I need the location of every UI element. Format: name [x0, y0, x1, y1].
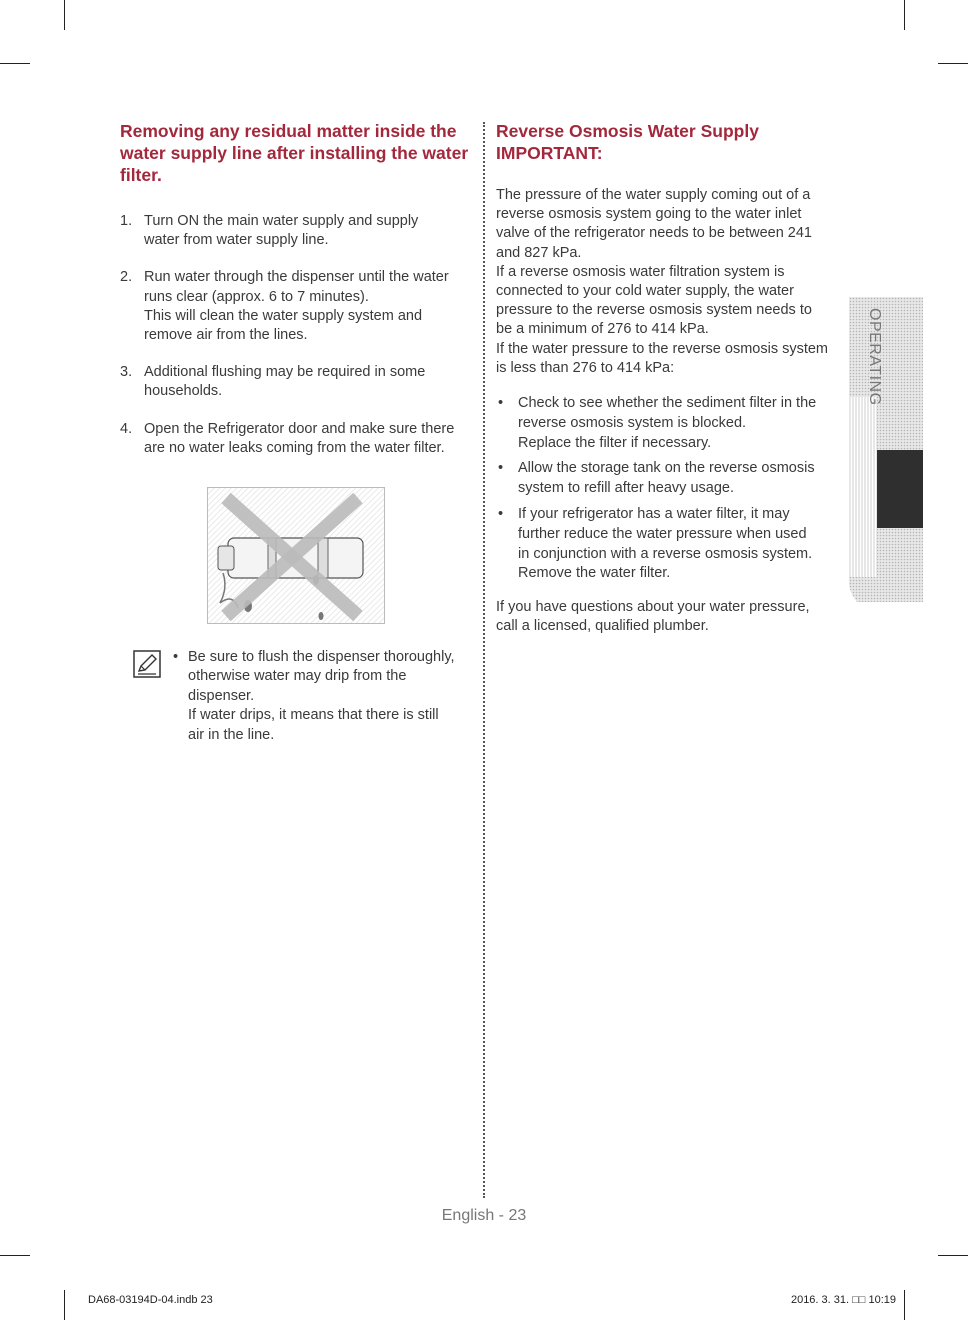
step-item [120, 420, 475, 458]
text-line: otherwise water may drip from the [188, 668, 407, 685]
text-line: If water drips, it means that there is still [188, 707, 439, 724]
filter-drawing [208, 488, 384, 623]
crop-mark [904, 0, 905, 30]
text-line: Additional flushing may be required in some [144, 364, 426, 381]
text-line: Run water through the dispenser until the water [144, 269, 449, 286]
text-line: Check to see whether the sediment filter in the [518, 395, 817, 412]
text-line: This will clean the water supply system and [144, 307, 423, 324]
text-line: runs clear (approx. 6 to 7 minutes). [144, 288, 369, 305]
text-line: Allow the storage tank on the reverse osmosis [518, 460, 815, 477]
text-line: Remove the water filter. [518, 565, 671, 582]
text-line: Open the Refrigerator door and make sure there [144, 420, 455, 437]
text-line: air in the line. [188, 726, 275, 743]
text-line: reverse osmosis system is blocked. [518, 414, 747, 431]
bullet-item [496, 505, 846, 584]
bullet-item [496, 459, 846, 499]
right-section-title [496, 120, 846, 164]
column-divider [483, 122, 485, 1198]
bullet-list [496, 394, 846, 584]
text-line: If the water pressure to the reverse osmosis system [496, 340, 829, 357]
pressure-paragraph [496, 186, 846, 378]
bullet-dot: • [498, 395, 504, 412]
text-line: further reduce the water pressure when used [518, 525, 807, 542]
bullet-dot: • [498, 460, 504, 477]
right-title-line1: Reverse Osmosis Water Supply [496, 121, 759, 141]
crop-mark [64, 1290, 65, 1320]
crop-mark [0, 63, 30, 64]
text-line: be a minimum of 276 to 414 kPa. [496, 321, 709, 338]
bullet-item [496, 394, 846, 453]
side-tab [849, 297, 923, 602]
crop-mark [904, 1290, 905, 1320]
text-line: valve of the refrigerator needs to be between 241 [496, 225, 812, 242]
text-line: pressure to the reverse osmosis system needs to [496, 302, 812, 319]
step-item [120, 212, 475, 250]
bullet-dot: • [498, 506, 504, 523]
text-line: dispenser. [188, 687, 255, 704]
crop-mark [938, 63, 968, 64]
note-lines [188, 648, 478, 745]
left-section-title: Removing any residual matter inside the water supply line after installing the water filter. [120, 121, 469, 185]
crop-mark [64, 0, 65, 30]
note-text [173, 648, 478, 745]
text-line: The pressure of the water supply coming out of a [496, 187, 811, 203]
text-line: Turn ON the main water supply and supply [144, 213, 419, 229]
page-number: English - 23 [441, 1207, 527, 1224]
step-number: 3. [120, 364, 133, 381]
crop-mark [938, 1255, 968, 1256]
file-name: DA68-03194D-04.indb 23 [88, 1294, 213, 1306]
side-tab-label: OPERATING [866, 308, 883, 406]
filter-leak-illustration [207, 487, 385, 624]
text-line: Be sure to flush the dispenser thoroughly, [188, 649, 455, 665]
step-number: 2. [120, 269, 133, 286]
text-line: If you have questions about your water pressure, [496, 599, 810, 616]
step-item [120, 268, 475, 345]
step-number: 1. [120, 213, 133, 229]
text-line: water from water supply line. [144, 232, 329, 249]
note-bullet: • [173, 649, 179, 665]
crop-mark [0, 1255, 30, 1256]
steps-list [120, 212, 475, 458]
text-line: Replace the filter if necessary. [518, 434, 712, 451]
left-column [120, 120, 475, 476]
text-line: are no water leaks coming from the water filter. [144, 439, 445, 456]
text-line: and 827 kPa. [496, 244, 582, 261]
text-line: If a reverse osmosis water filtration system is [496, 263, 785, 280]
print-timestamp: 2016. 3. 31. □□ 10:19 [790, 1294, 896, 1306]
right-column [496, 120, 846, 637]
text-line: reverse osmosis system going to the water inlet [496, 206, 802, 223]
text-line: households. [144, 383, 223, 400]
note-pencil-icon [133, 650, 161, 678]
text-line: system to refill after heavy usage. [518, 480, 734, 497]
step-number: 4. [120, 420, 133, 437]
step-item [120, 363, 475, 401]
closing-paragraph [496, 598, 846, 636]
right-title-line2: IMPORTANT: [496, 143, 603, 163]
text-line: If your refrigerator has a water filter, it may [518, 506, 790, 523]
text-line: remove air from the lines. [144, 327, 308, 344]
text-line: call a licensed, qualified plumber. [496, 618, 709, 635]
text-line: in conjunction with a reverse osmosis system. [518, 545, 813, 562]
text-line: connected to your cold water supply, the water [496, 283, 794, 300]
side-tab-graphic [849, 297, 923, 602]
text-line: is less than 276 to 414 kPa: [496, 359, 675, 376]
